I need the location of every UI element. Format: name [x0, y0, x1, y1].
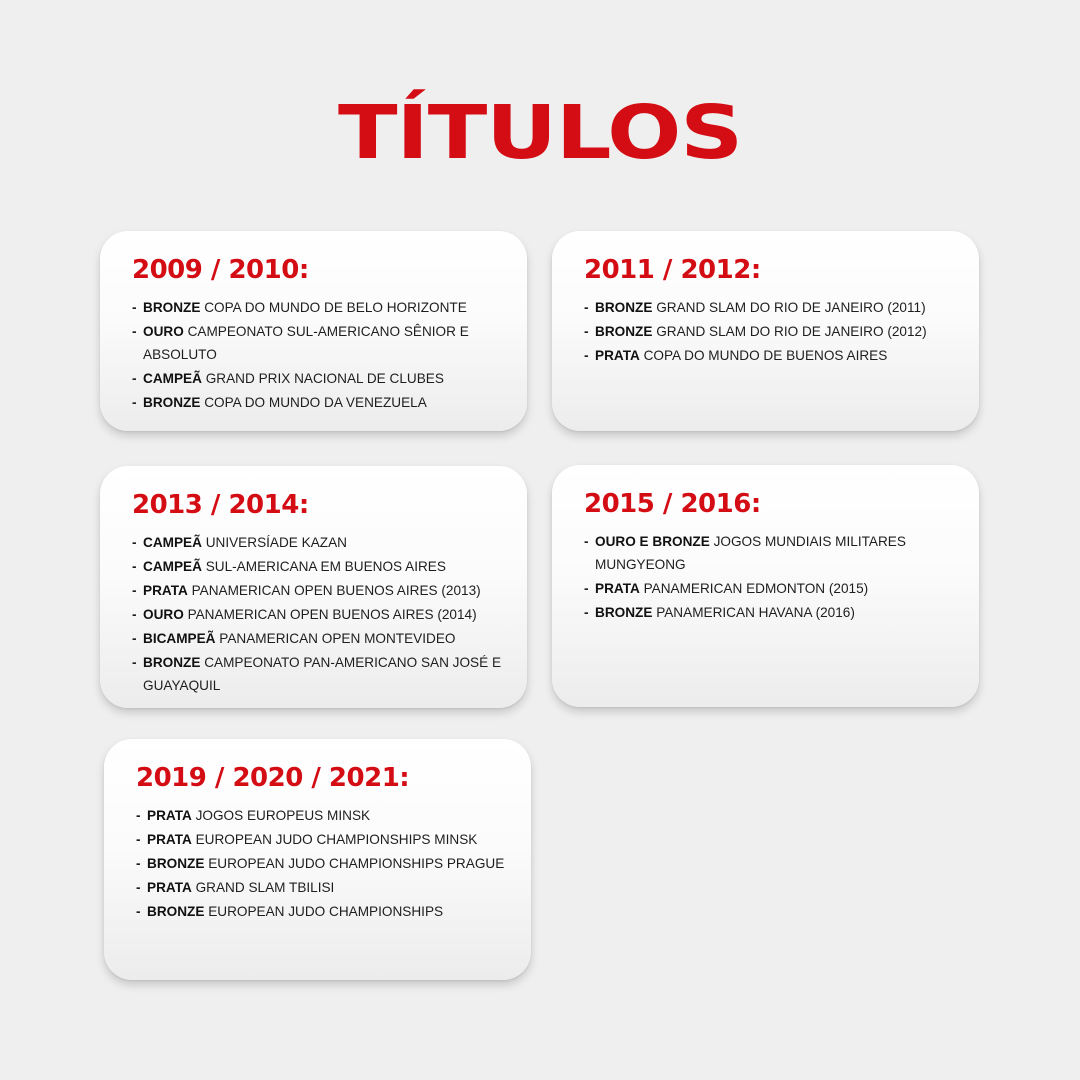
title-list	[132, 296, 509, 414]
event-label: JOGOS MUNDIAIS MILITARES MUNGYEONG	[595, 534, 906, 573]
dash-bullet: -	[136, 880, 141, 896]
medal-label: BICAMPEÃ	[143, 631, 216, 647]
medal-label: PRATA	[147, 808, 192, 824]
event-label: JOGOS EUROPEUS MINSK	[195, 808, 371, 824]
card-2019-2021	[104, 739, 531, 980]
list-item	[584, 320, 961, 343]
list-item	[132, 627, 509, 650]
dash-bullet: -	[584, 581, 589, 597]
event-label: SUL-AMERICANA EM BUENOS AIRES	[205, 559, 446, 575]
list-item	[584, 601, 961, 624]
list-item	[132, 555, 509, 578]
dash-bullet: -	[132, 631, 137, 647]
medal-label: BRONZE	[595, 605, 653, 621]
event-label: PANAMERICAN HAVANA (2016)	[656, 605, 855, 621]
title-list	[136, 804, 513, 923]
dash-bullet: -	[132, 559, 137, 575]
event-label: GRAND SLAM DO RIO DE JANEIRO (2011)	[656, 300, 926, 316]
dash-bullet: -	[136, 904, 141, 920]
dash-bullet: -	[136, 808, 141, 824]
medal-label: CAMPEÃ	[143, 559, 202, 575]
card-year: 2015 / 2016:	[584, 489, 761, 519]
medal-label: BRONZE	[147, 856, 205, 872]
event-label: PANAMERICAN EDMONTON (2015)	[643, 581, 869, 597]
medal-label: BRONZE	[147, 904, 205, 920]
dash-bullet: -	[584, 300, 589, 316]
medal-label: BRONZE	[143, 395, 201, 411]
event-label: CAMPEONATO PAN-AMERICANO SAN JOSÉ E GUAYAQUIL	[143, 655, 502, 694]
dash-bullet: -	[132, 535, 137, 551]
medal-label: PRATA	[147, 832, 192, 848]
event-label: COPA DO MUNDO DE BELO HORIZONTE	[204, 300, 467, 316]
list-item	[132, 296, 509, 319]
event-label: EUROPEAN JUDO CHAMPIONSHIPS MINSK	[195, 832, 478, 848]
dash-bullet: -	[136, 856, 141, 872]
event-label: CAMPEONATO SUL-AMERICANO SÊNIOR E ABSOLUTO	[143, 324, 469, 363]
list-item	[136, 876, 513, 899]
title-list	[132, 531, 509, 697]
medal-label: PRATA	[595, 348, 640, 364]
list-item	[132, 651, 509, 697]
card-2013-2014	[100, 466, 527, 708]
list-item	[136, 804, 513, 827]
medal-label: OURO	[143, 324, 184, 340]
card-2011-2012	[552, 231, 979, 431]
medal-label: BRONZE	[595, 324, 653, 340]
event-label: COPA DO MUNDO DA VENEZUELA	[204, 395, 427, 411]
card-year: 2009 / 2010:	[132, 255, 309, 285]
card-2009-2010	[100, 231, 527, 431]
dash-bullet: -	[584, 348, 589, 364]
event-label: GRAND SLAM DO RIO DE JANEIRO (2012)	[656, 324, 927, 340]
event-label: UNIVERSÍADE KAZAN	[205, 535, 347, 551]
dash-bullet: -	[584, 324, 589, 340]
medal-label: BRONZE	[595, 300, 653, 316]
card-year: 2019 / 2020 / 2021:	[136, 763, 410, 793]
event-label: EUROPEAN JUDO CHAMPIONSHIPS PRAGUE	[208, 856, 505, 872]
card-2015-2016	[552, 465, 979, 707]
dash-bullet: -	[132, 395, 137, 411]
card-year: 2013 / 2014:	[132, 490, 309, 520]
event-label: GRAND SLAM TBILISI	[195, 880, 335, 896]
medal-label: BRONZE	[143, 655, 201, 671]
title-list	[584, 530, 961, 624]
event-label: GRAND PRIX NACIONAL DE CLUBES	[205, 371, 444, 387]
event-label: PANAMERICAN OPEN MONTEVIDEO	[219, 631, 456, 647]
dash-bullet: -	[132, 324, 137, 340]
list-item	[584, 530, 961, 576]
title-list	[584, 296, 961, 367]
list-item	[132, 367, 509, 390]
list-item	[136, 852, 513, 875]
list-item	[136, 900, 513, 923]
list-item	[132, 320, 509, 366]
list-item	[584, 344, 961, 367]
event-label: PANAMERICAN OPEN BUENOS AIRES (2013)	[191, 583, 481, 599]
list-item	[132, 603, 509, 626]
dash-bullet: -	[584, 605, 589, 621]
dash-bullet: -	[136, 832, 141, 848]
medal-label: PRATA	[595, 581, 640, 597]
card-year: 2011 / 2012:	[584, 255, 761, 285]
medal-label: PRATA	[147, 880, 192, 896]
medal-label: OURO	[143, 607, 184, 623]
event-label: COPA DO MUNDO DE BUENOS AIRES	[643, 348, 888, 364]
dash-bullet: -	[132, 607, 137, 623]
list-item	[132, 531, 509, 554]
dash-bullet: -	[132, 655, 137, 671]
list-item	[132, 579, 509, 602]
dash-bullet: -	[132, 300, 137, 316]
event-label: PANAMERICAN OPEN BUENOS AIRES (2014)	[187, 607, 477, 623]
medal-label: PRATA	[143, 583, 188, 599]
medal-label: CAMPEÃ	[143, 371, 202, 387]
dash-bullet: -	[132, 583, 137, 599]
medal-label: CAMPEÃ	[143, 535, 202, 551]
event-label: EUROPEAN JUDO CHAMPIONSHIPS	[208, 904, 444, 920]
list-item	[584, 577, 961, 600]
list-item	[584, 296, 961, 319]
dash-bullet: -	[132, 371, 137, 387]
list-item	[136, 828, 513, 851]
dash-bullet: -	[584, 534, 589, 550]
list-item	[132, 391, 509, 414]
medal-label: BRONZE	[143, 300, 201, 316]
medal-label: OURO E BRONZE	[595, 534, 710, 550]
page-title: TÍTULOS	[338, 90, 742, 176]
